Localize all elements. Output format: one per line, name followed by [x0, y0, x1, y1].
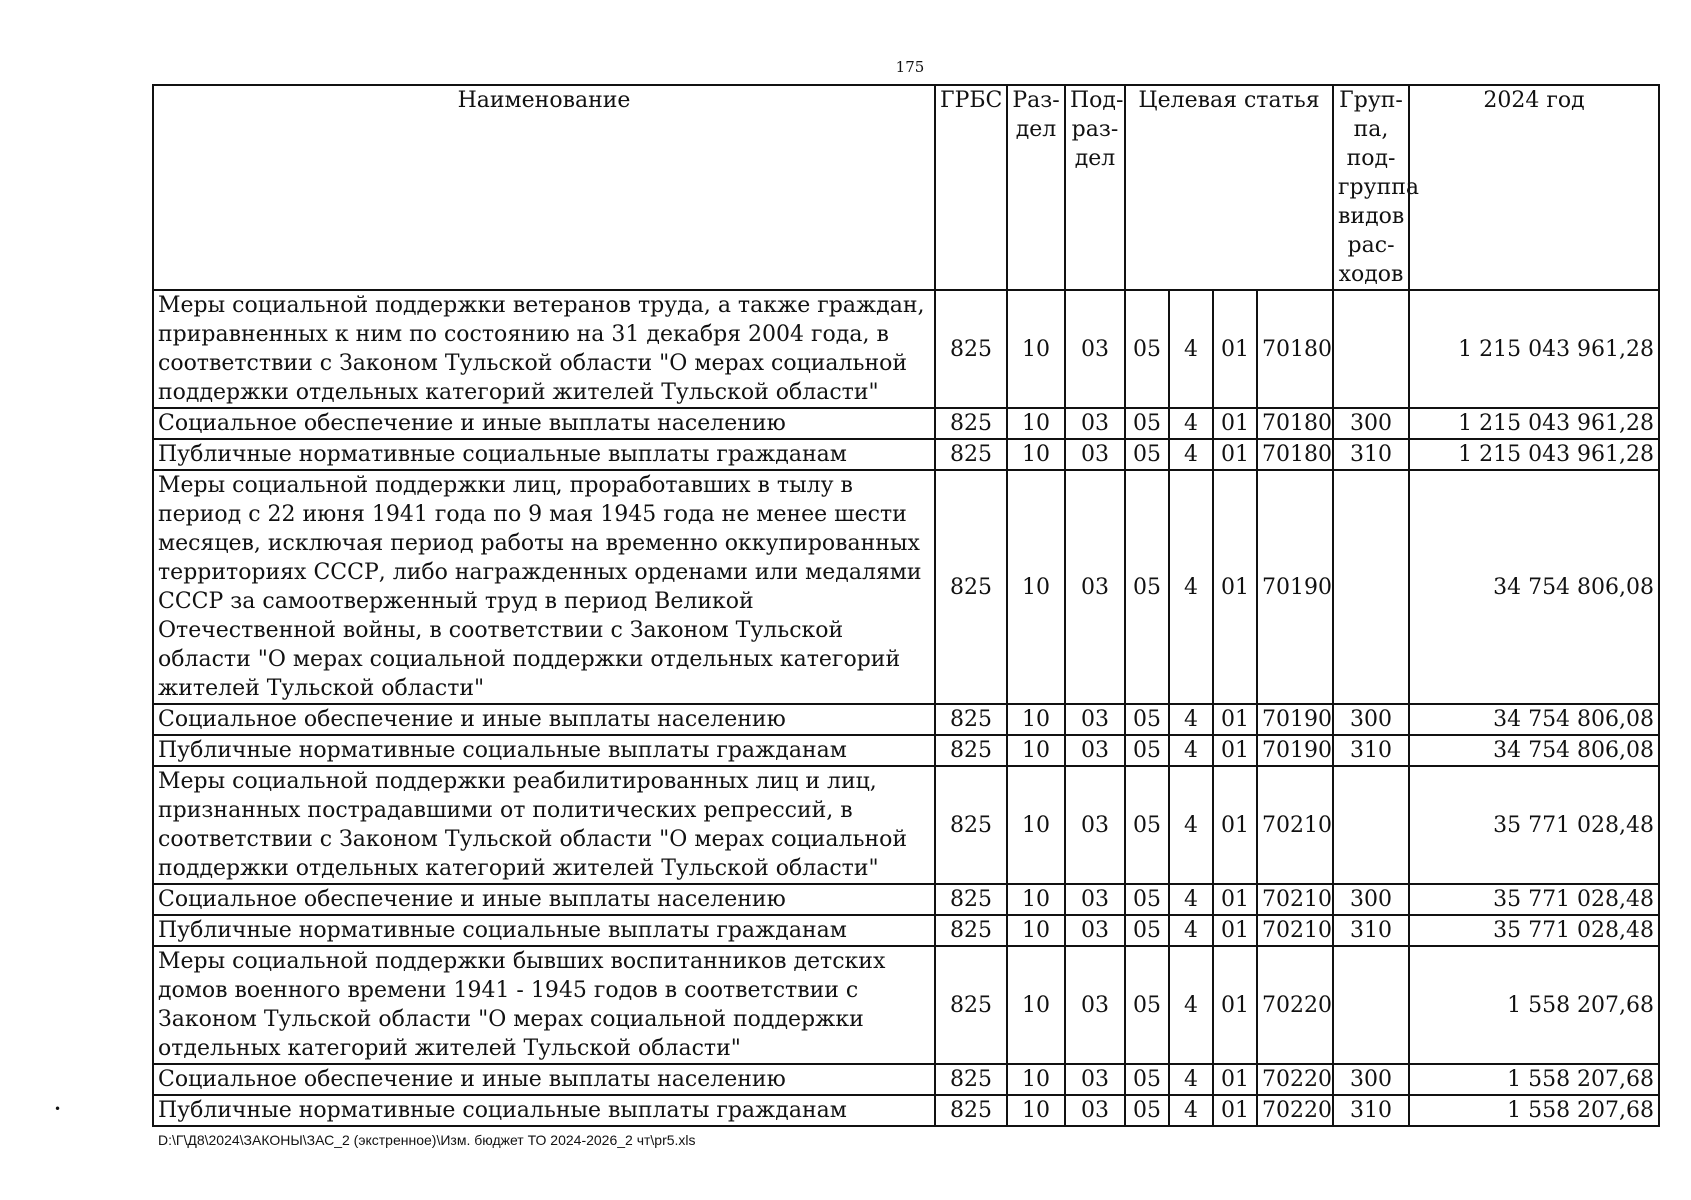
row-podrazdel: 03 [1065, 946, 1125, 1064]
row-grbs: 825 [935, 946, 1007, 1064]
row-expense-group: 310 [1333, 439, 1409, 470]
row-razdel: 10 [1007, 1064, 1065, 1095]
row-grbs: 825 [935, 439, 1007, 470]
row-amount-2024: 35 771 028,48 [1409, 766, 1659, 884]
row-target-type: 4 [1169, 766, 1213, 884]
table-row [153, 704, 1659, 735]
row-target-direction: 70190 [1257, 704, 1333, 735]
row-amount-2024: 35 771 028,48 [1409, 915, 1659, 946]
header-grbs: ГРБС [935, 85, 1007, 290]
header-podrazdel: Под-раз-дел [1065, 85, 1125, 290]
row-target-program: 05 [1125, 766, 1169, 884]
row-target-direction: 70210 [1257, 884, 1333, 915]
row-target-type: 4 [1169, 1095, 1213, 1126]
row-razdel: 10 [1007, 735, 1065, 766]
row-podrazdel: 03 [1065, 735, 1125, 766]
header-year: 2024 год [1409, 85, 1659, 290]
row-amount-2024: 34 754 806,08 [1409, 735, 1659, 766]
row-amount-2024: 34 754 806,08 [1409, 704, 1659, 735]
row-grbs: 825 [935, 735, 1007, 766]
row-name: Меры социальной поддержки лиц, проработавших в тылу в период с 22 июня 1941 года по 9 мая 1945 года не менее шести месяцев, исключая период работы на временно оккупированных территориях СССР, либо награжденных орденами или медалями СССР за самоотверженный труд в период Великой Отечественной войны, в соответствии с Законом Тульской области "О мерах социальной поддержки отдельных категорий жителей Тульской области" [153, 470, 935, 704]
row-podrazdel: 03 [1065, 1095, 1125, 1126]
row-target-type: 4 [1169, 439, 1213, 470]
row-grbs: 825 [935, 704, 1007, 735]
row-podrazdel: 03 [1065, 470, 1125, 704]
row-target-complex: 01 [1213, 766, 1257, 884]
row-target-direction: 70180 [1257, 439, 1333, 470]
row-target-complex: 01 [1213, 408, 1257, 439]
table-row [153, 290, 1659, 408]
row-target-complex: 01 [1213, 470, 1257, 704]
row-target-direction: 70220 [1257, 946, 1333, 1064]
row-podrazdel: 03 [1065, 1064, 1125, 1095]
row-expense-group: 310 [1333, 735, 1409, 766]
row-target-type: 4 [1169, 1064, 1213, 1095]
row-razdel: 10 [1007, 290, 1065, 408]
table-row [153, 1064, 1659, 1095]
header-expense-group: Груп-па, под-группа видов рас-ходов [1333, 85, 1409, 290]
row-target-program: 05 [1125, 1095, 1169, 1126]
row-target-program: 05 [1125, 704, 1169, 735]
row-target-direction: 70190 [1257, 470, 1333, 704]
row-target-complex: 01 [1213, 1095, 1257, 1126]
row-target-direction: 70210 [1257, 915, 1333, 946]
row-target-type: 4 [1169, 915, 1213, 946]
row-target-program: 05 [1125, 1064, 1169, 1095]
row-target-type: 4 [1169, 470, 1213, 704]
row-name: Публичные нормативные социальные выплаты гражданам [153, 735, 935, 766]
page-number: 175 [895, 58, 925, 76]
row-target-complex: 01 [1213, 290, 1257, 408]
row-podrazdel: 03 [1065, 408, 1125, 439]
row-amount-2024: 35 771 028,48 [1409, 884, 1659, 915]
budget-table [152, 84, 1660, 1127]
row-expense-group [1333, 470, 1409, 704]
row-podrazdel: 03 [1065, 766, 1125, 884]
table-row [153, 915, 1659, 946]
row-target-type: 4 [1169, 704, 1213, 735]
row-grbs: 825 [935, 470, 1007, 704]
table-row [153, 946, 1659, 1064]
table-row [153, 1095, 1659, 1126]
row-target-direction: 70190 [1257, 735, 1333, 766]
row-target-direction: 70220 [1257, 1095, 1333, 1126]
row-name: Социальное обеспечение и иные выплаты населению [153, 408, 935, 439]
row-target-direction: 70220 [1257, 1064, 1333, 1095]
row-target-complex: 01 [1213, 704, 1257, 735]
row-expense-group: 300 [1333, 1064, 1409, 1095]
row-razdel: 10 [1007, 884, 1065, 915]
row-expense-group: 300 [1333, 704, 1409, 735]
row-target-type: 4 [1169, 884, 1213, 915]
row-amount-2024: 1 558 207,68 [1409, 946, 1659, 1064]
table-header-row [153, 85, 1659, 290]
table-row [153, 735, 1659, 766]
row-target-direction: 70180 [1257, 290, 1333, 408]
row-amount-2024: 1 215 043 961,28 [1409, 290, 1659, 408]
row-grbs: 825 [935, 915, 1007, 946]
row-grbs: 825 [935, 884, 1007, 915]
row-target-program: 05 [1125, 884, 1169, 915]
row-target-type: 4 [1169, 408, 1213, 439]
row-target-complex: 01 [1213, 946, 1257, 1064]
table-row [153, 766, 1659, 884]
row-target-direction: 70180 [1257, 408, 1333, 439]
row-podrazdel: 03 [1065, 439, 1125, 470]
table-row [153, 470, 1659, 704]
row-name: Меры социальной поддержки ветеранов труда, а также граждан, приравненных к ним по состоянию на 31 декабря 2004 года, в соответствии с Законом Тульской области "О мерах социальной поддержки отдельных категорий жителей Тульской области" [153, 290, 935, 408]
row-amount-2024: 1 215 043 961,28 [1409, 408, 1659, 439]
row-name: Социальное обеспечение и иные выплаты населению [153, 1064, 935, 1095]
row-target-direction: 70210 [1257, 766, 1333, 884]
row-podrazdel: 03 [1065, 704, 1125, 735]
row-name: Публичные нормативные социальные выплаты гражданам [153, 915, 935, 946]
row-target-complex: 01 [1213, 439, 1257, 470]
table-row [153, 439, 1659, 470]
row-grbs: 825 [935, 290, 1007, 408]
row-expense-group: 310 [1333, 915, 1409, 946]
table-body [153, 290, 1659, 1126]
row-target-type: 4 [1169, 735, 1213, 766]
row-name: Социальное обеспечение и иные выплаты населению [153, 884, 935, 915]
row-expense-group [1333, 290, 1409, 408]
row-amount-2024: 34 754 806,08 [1409, 470, 1659, 704]
row-name: Социальное обеспечение и иные выплаты населению [153, 704, 935, 735]
row-name: Меры социальной поддержки реабилитированных лиц и лиц, признанных пострадавшими от политических репрессий, в соответствии с Законом Тульской области "О мерах социальной поддержки отдельных категорий жителей Тульской области" [153, 766, 935, 884]
row-grbs: 825 [935, 1064, 1007, 1095]
row-name: Публичные нормативные социальные выплаты гражданам [153, 439, 935, 470]
row-razdel: 10 [1007, 766, 1065, 884]
row-razdel: 10 [1007, 408, 1065, 439]
footer-file-path: D:\Г\Д8\2024\ЗАКОНЫ\ЗАС_2 (экстренное)\Изм. бюджет ТО 2024-2026_2 чт\pr5.xls [158, 1132, 696, 1148]
row-razdel: 10 [1007, 1095, 1065, 1126]
row-amount-2024: 1 558 207,68 [1409, 1095, 1659, 1126]
header-target-article: Целевая статья [1125, 85, 1333, 290]
row-target-type: 4 [1169, 946, 1213, 1064]
row-expense-group [1333, 766, 1409, 884]
table-row [153, 408, 1659, 439]
row-target-program: 05 [1125, 290, 1169, 408]
row-podrazdel: 03 [1065, 884, 1125, 915]
row-razdel: 10 [1007, 946, 1065, 1064]
row-podrazdel: 03 [1065, 290, 1125, 408]
scan-mark: • [54, 1102, 62, 1116]
header-razdel: Раз-дел [1007, 85, 1065, 290]
row-razdel: 10 [1007, 915, 1065, 946]
row-razdel: 10 [1007, 439, 1065, 470]
row-name: Публичные нормативные социальные выплаты гражданам [153, 1095, 935, 1126]
row-grbs: 825 [935, 1095, 1007, 1126]
row-target-complex: 01 [1213, 884, 1257, 915]
row-grbs: 825 [935, 408, 1007, 439]
row-target-program: 05 [1125, 735, 1169, 766]
table-row [153, 884, 1659, 915]
row-target-complex: 01 [1213, 1064, 1257, 1095]
row-expense-group [1333, 946, 1409, 1064]
row-target-type: 4 [1169, 290, 1213, 408]
row-target-program: 05 [1125, 408, 1169, 439]
row-name: Меры социальной поддержки бывших воспитанников детских домов военного времени 1941 - 1945 годов в соответствии с Законом Тульской области "О мерах социальной поддержки отдельных категорий жителей Тульской области" [153, 946, 935, 1064]
header-name: Наименование [153, 85, 935, 290]
row-target-complex: 01 [1213, 735, 1257, 766]
row-target-complex: 01 [1213, 915, 1257, 946]
row-expense-group: 300 [1333, 884, 1409, 915]
row-razdel: 10 [1007, 704, 1065, 735]
row-target-program: 05 [1125, 946, 1169, 1064]
row-target-program: 05 [1125, 470, 1169, 704]
row-amount-2024: 1 215 043 961,28 [1409, 439, 1659, 470]
row-expense-group: 300 [1333, 408, 1409, 439]
row-amount-2024: 1 558 207,68 [1409, 1064, 1659, 1095]
row-expense-group: 310 [1333, 1095, 1409, 1126]
row-razdel: 10 [1007, 470, 1065, 704]
row-podrazdel: 03 [1065, 915, 1125, 946]
row-grbs: 825 [935, 766, 1007, 884]
row-target-program: 05 [1125, 915, 1169, 946]
row-target-program: 05 [1125, 439, 1169, 470]
